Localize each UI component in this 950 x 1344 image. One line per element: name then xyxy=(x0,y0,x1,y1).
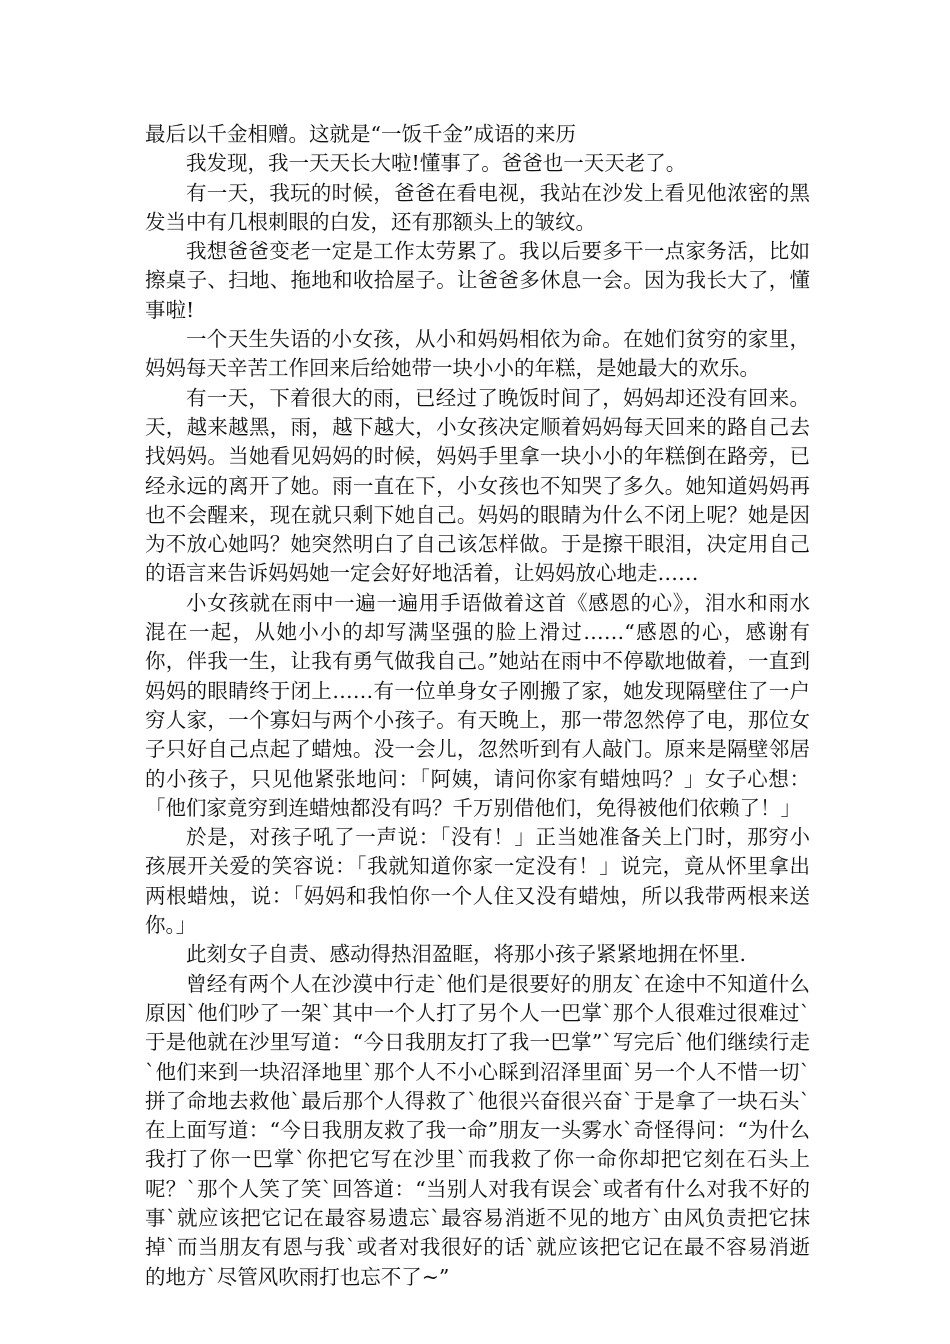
paragraph-grateful-heart: 小女孩就在雨中一遍一遍用手语做着这首《感恩的心》，泪水和雨水混在一起，从她小小的却写满坚强的脸上滑过……“感恩的心，感谢有你，伴我一生，让我有勇气做我自己。”她站在雨中不停歇地做着，一直到妈妈的眼睛终于闭上……有一位单身女子刚搬了家，她发现隔壁住了一户穷人家，一个寡妇与两个小孩子。有天晚上，那一带忽然停了电，那位女子只好自己点起了蜡烛。没一会儿，忽然听到有人敲门。原来是隔壁邻居的小孩子，只见他紧张地问：「阿姨，请问你家有蜡烛吗？」女子心想：「他们家竟穷到连蜡烛都没有吗？千万别借他们，免得被他们依赖了！」 xyxy=(145,590,810,820)
paragraph-desert-friends: 曾经有两个人在沙漠中行走`他们是很要好的朋友`在途中不知道什么原因`他们吵了一架`其中一个人打了另个人一巴掌`那个人很难过很难过`于是他就在沙里写道：“今日我朋友打了我一巴掌”`写完后`他们继续行走`他们来到一块沼泽地里`那个人不小心睬到沼泽里面`另一个人不惜一切`拼了命地去救他`最后那个人得救了`他很兴奋很兴奋`于是拿了一块石头`在上面写道：“今日我朋友救了我一命”朋友一头雾水`奇怪得问：“为什么我打了你一巴掌`你把它写在沙里`而我救了你一命你却把它刻在石头上呢？`那个人笑了笑`回答道：“当别人对我有误会`或者有什么对我不好的事`就应该把它记在最容易遗忘`最容易消逝不见的地方`由风负责把它抹掉`而当朋友有恩与我`或者对我很好的话`就应该把它记在最不容易消逝的地方`尽管风吹雨打也忘不了~” xyxy=(145,971,810,1289)
paragraph-candles: 於是，对孩子吼了一声说：「没有！」正当她准备关上门时，那穷小孩展开关爱的笑容说：「我就知道你家一定没有！」说完，竟从怀里拿出两根蜡烛，说：「妈妈和我怕你一个人住又没有蜡烛，所以我带两根来送你。」 xyxy=(145,825,810,938)
paragraph-mute-girl: 一个天生失语的小女孩，从小和妈妈相依为命。在她们贫穷的家里，妈妈每天辛苦工作回来后给她带一块小小的年糕，是她最大的欢乐。 xyxy=(145,327,810,381)
paragraph-white-hair: 有一天，我玩的时候，爸爸在看电视，我站在沙发上看见他浓密的黑发当中有几根刺眼的白发，还有那额头上的皱纹。 xyxy=(145,180,810,234)
paragraph-continuation: 最后以千金相赠。这就是“一饭千金”成语的来历 xyxy=(145,122,576,146)
document-page xyxy=(145,120,810,1292)
paragraph-rainy-day: 有一天，下着很大的雨，已经过了晚饭时间了，妈妈却还没有回来。天，越来越黑，雨，越下越大，小女孩决定顺着妈妈每天回来的路自己去找妈妈。当她看见妈妈的时候，妈妈手里拿一块小小的年糕倒在路旁，已经永远的离开了她。雨一直在下，小女孩也不知哭了多久。她知道妈妈再也不会醒来，现在就只剩下她自己。妈妈的眼睛为什么不闭上呢？她是因为不放心她吗？她突然明白了自己该怎样做。于是擦干眼泪，决定用自己的语言来告诉妈妈她一定会好好地活着，让妈妈放心地走…… xyxy=(145,385,810,586)
paragraph-housework: 我想爸爸变老一定是工作太劳累了。我以后要多干一点家务活，比如擦桌子、扫地、拖地和收拾屋子。让爸爸多休息一会。因为我长大了，懂事啦! xyxy=(145,239,810,322)
paragraph-tears: 此刻女子自责、感动得热泪盈眶，将那小孩子紧紧地拥在怀里. xyxy=(186,942,747,967)
paragraph-growing-up: 我发现，我一天天长大啦!懂事了。爸爸也一天天老了。 xyxy=(186,151,687,176)
